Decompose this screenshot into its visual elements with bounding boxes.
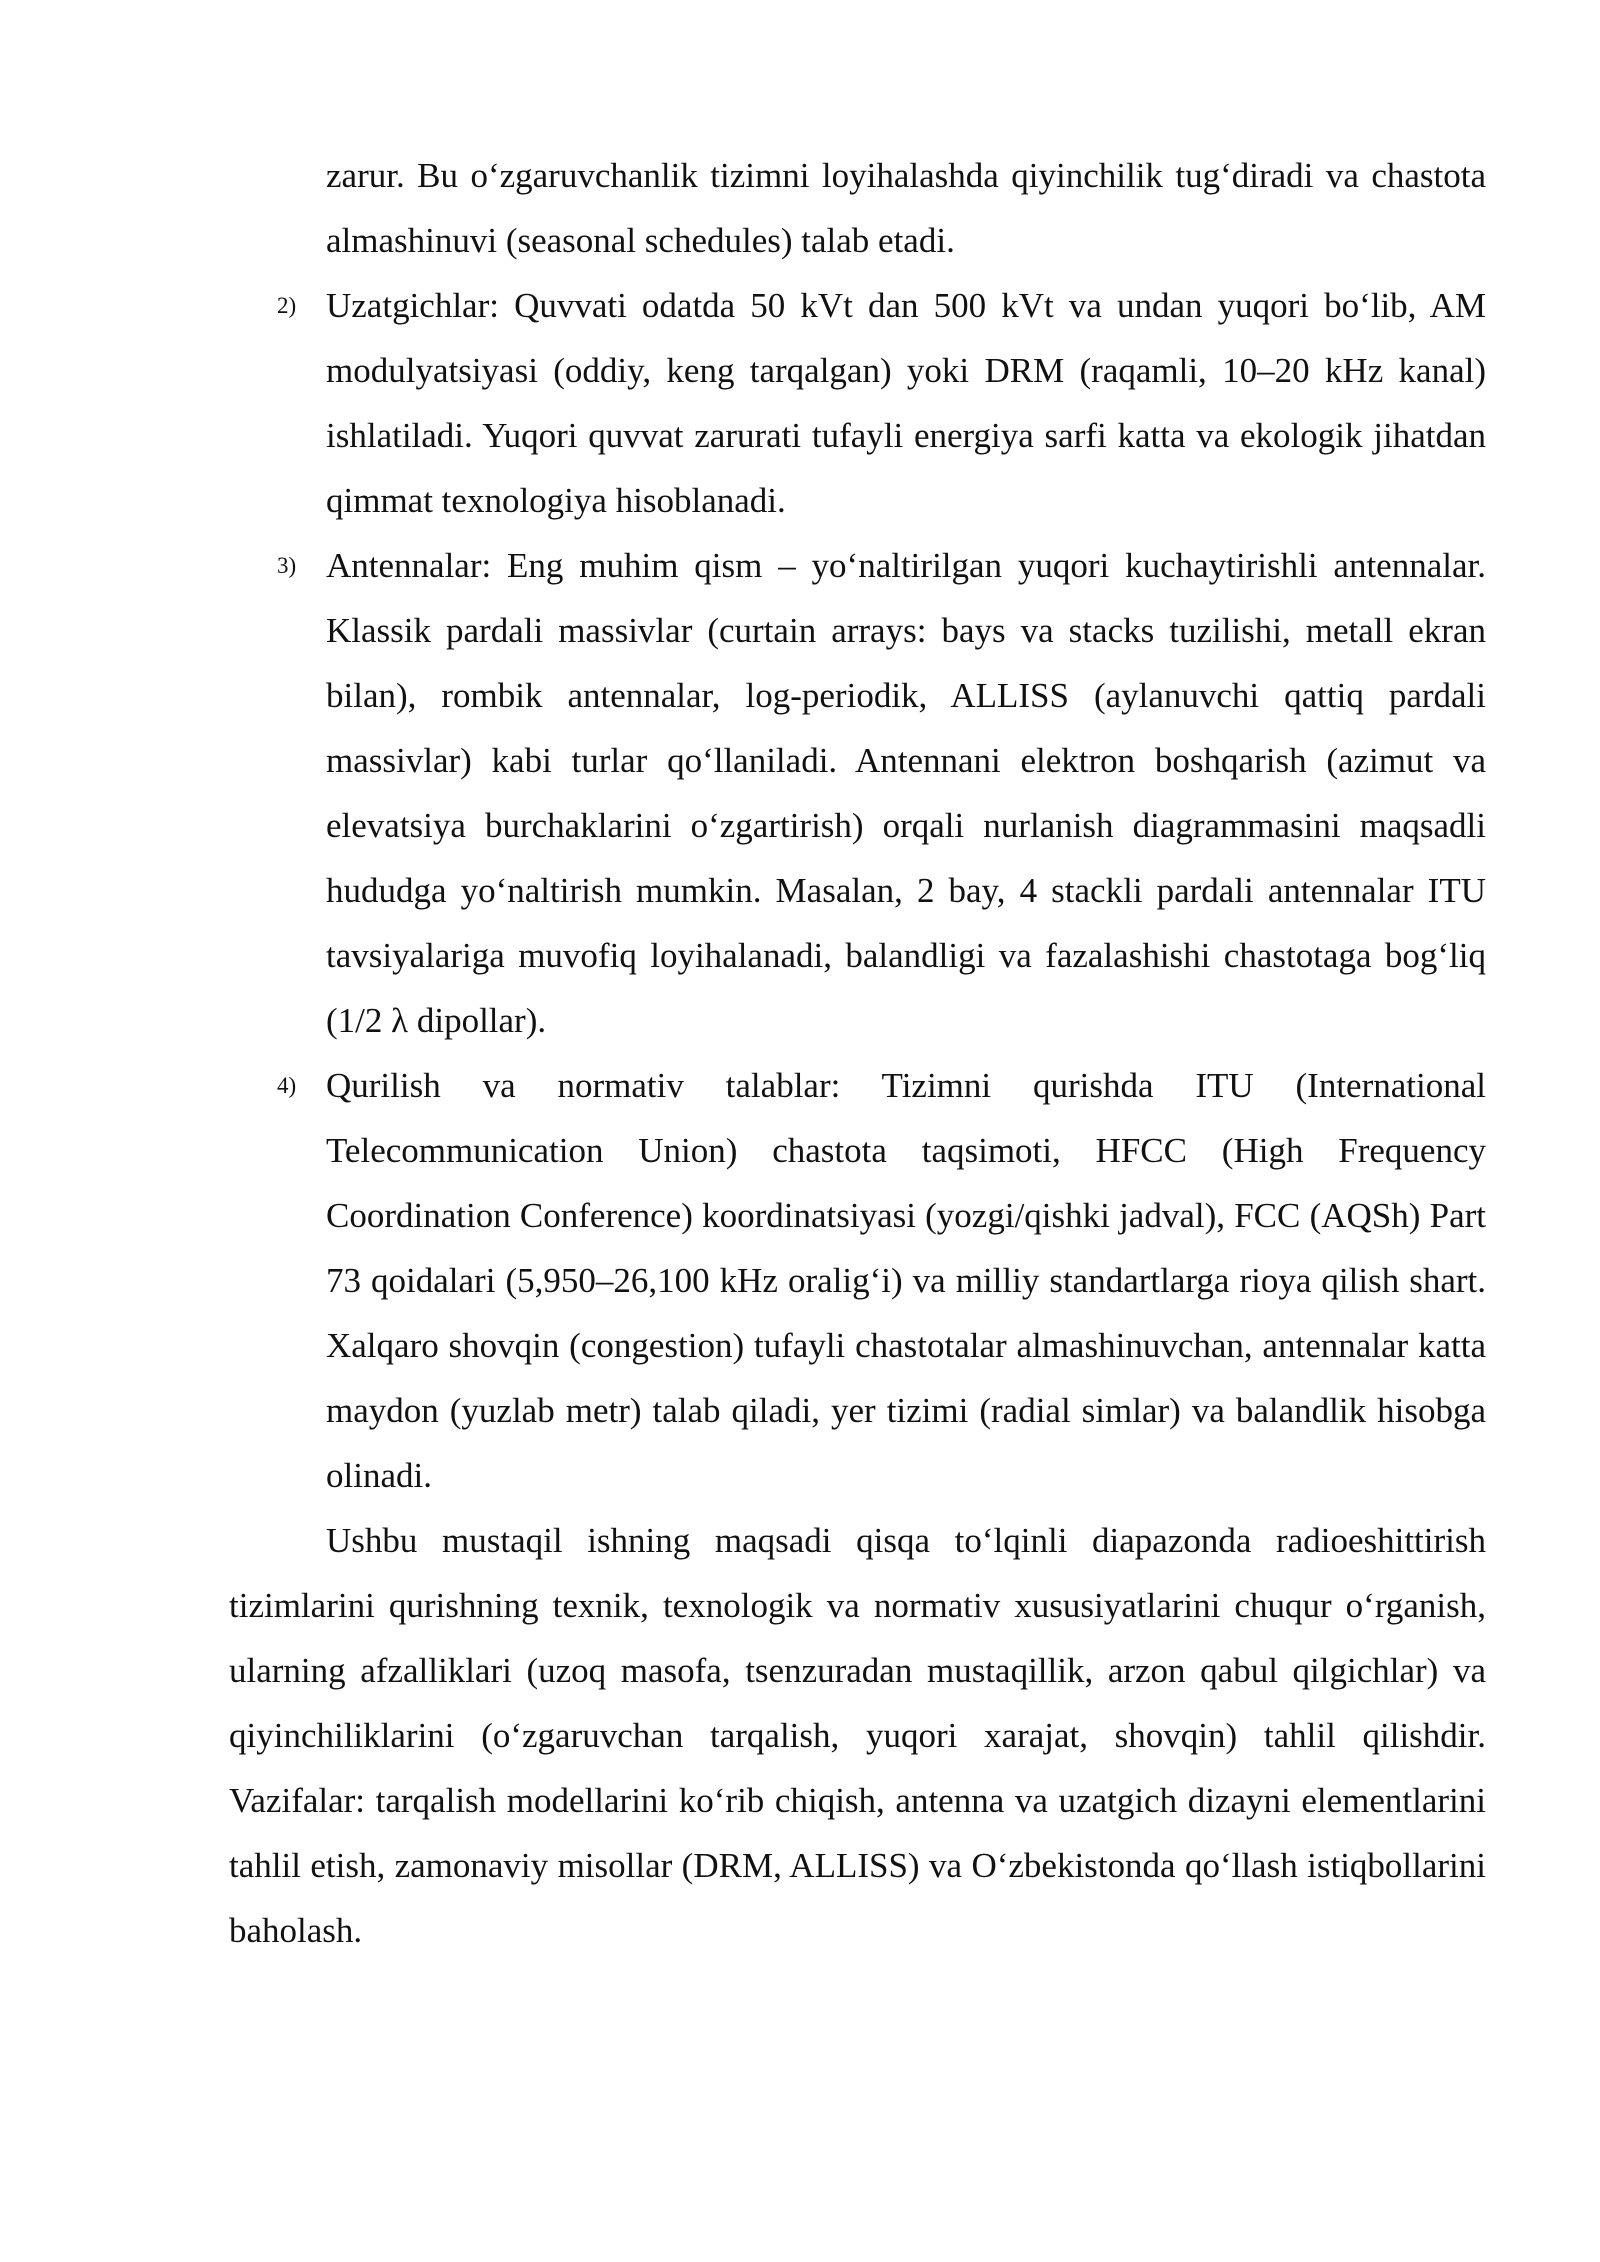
list-item-number: 3) [277, 553, 297, 578]
list-item-regulations [229, 1053, 1486, 1508]
body-paragraph: Ushbu mustaqil ishning maqsadi qisqa to‘lqinli diapazonda radioeshittirish tizimlarini qurishning texnik, texnologik va normativ xususiyatlarini chuqur o‘rganish, ularning afzalliklari (uzoq masofa, tsenzuradan mustaqillik, arzon qabul qilgichlar) va qiyinchiliklarini (o‘zgaruvchan tarqalish, yuqori xarajat, shovqin) tahlil qilishdir. Vazifalar: tarqalish modellarini ko‘rib chiqish, antenna va uzatgich dizayni elementlarini tahlil etish, zamonaviy misollar (DRM, ALLISS) va O‘zbekistonda qo‘llash istiqbollarini baholash. [229, 1521, 1486, 1950]
document-body [229, 143, 1486, 1963]
list-item-text: Antennalar: Eng muhim qism – yo‘naltirilgan yuqori kuchaytirishli antennalar. Klassik pardali massivlar (curtain arrays: bays va stacks tuzilishi, metall ekran bilan), rombik antennalar, log-periodik, ALLISS (aylanuvchi qattiq pardali massivlar) kabi turlar qo‘llaniladi. Antennani elektron boshqarish (azimut va elevatsiya burchaklarini o‘zgartirish) orqali nurlanish diagrammasini maqsadli hududga yo‘naltirish mumkin. Masalan, 2 bay, 4 stackli pardali antennalar ITU tavsiyalariga muvofiq loyihalanadi, balandligi va fazalashishi chastotaga bog‘liq (1/2 λ dipollar). [326, 546, 1486, 1040]
list-item-number: 2) [277, 293, 297, 318]
list-item-transmitters [229, 273, 1486, 533]
list-item-number: 4) [277, 1073, 297, 1098]
list-item-text: Qurilish va normativ talablar: Tizimni qurishda ITU (International Telecommunication Union) chastota taqsimoti, HFCC (High Frequency Coordination Conference) koordinatsiyasi (yozgi/qishki jadval), FCC (AQSh) Part 73 qoidalari (5,950–26,100 kHz oralig‘i) va milliy standartlarga rioya qilish shart. Xalqaro shovqin (congestion) tufayli chastotalar almashinuvchan, antennalar katta maydon (yuzlab metr) talab qiladi, yer tizimi (radial simlar) va balandlik hisobga olinadi. [326, 1066, 1486, 1495]
continued-list-text: zarur. Bu o‘zgaruvchanlik tizimni loyihalashda qiyinchilik tug‘diradi va chastota almashinuvi (seasonal schedules) talab etadi. [326, 156, 1486, 260]
list-item-text: Uzatgichlar: Quvvati odatda 50 kVt dan 500 kVt va undan yuqori bo‘lib, AM modulyatsiyasi (oddiy, keng tarqalgan) yoki DRM (raqamli, 10–20 kHz kanal) ishlatiladi. Yuqori quvvat zarurati tufayli energiya sarfi katta va ekologik jihatdan qimmat texnologiya hisoblanadi. [326, 286, 1486, 520]
list-item-antennas [229, 533, 1486, 1053]
